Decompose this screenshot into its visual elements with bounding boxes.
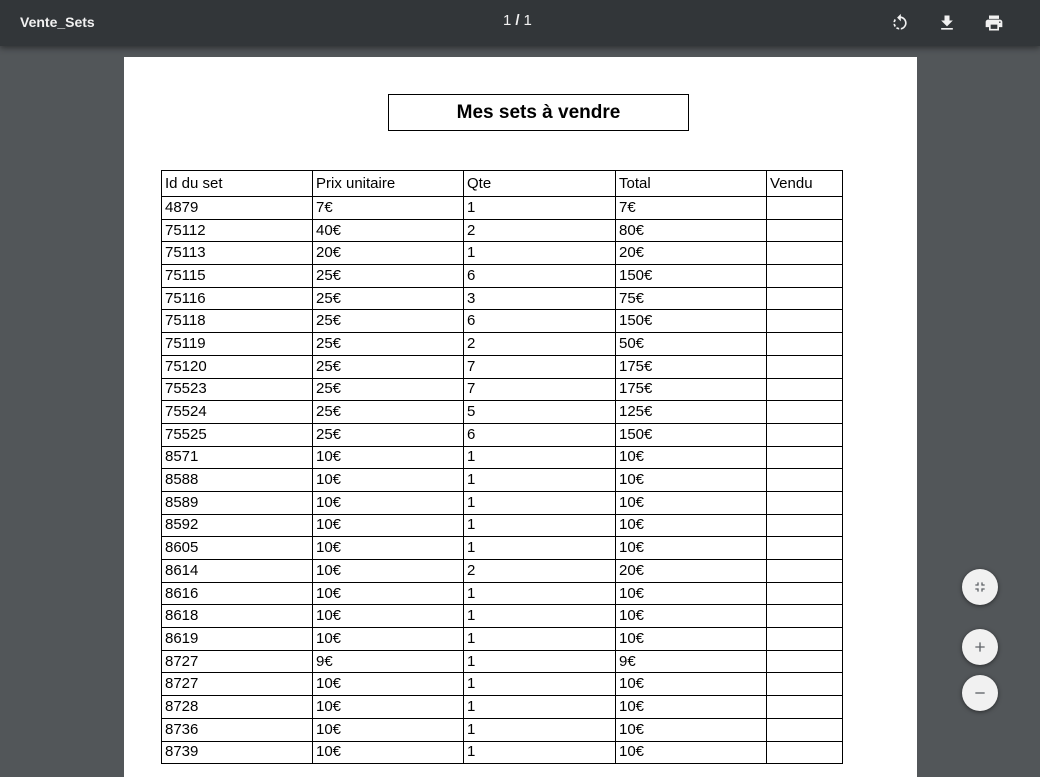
- table-row: [162, 423, 843, 446]
- print-icon: [984, 13, 1004, 33]
- unit-price-cell: 40€: [313, 219, 464, 242]
- total-cell: 10€: [616, 605, 767, 628]
- rotate-button[interactable]: [886, 9, 914, 37]
- set-id-cell: 8727: [162, 650, 313, 673]
- quantity-cell: 1: [464, 469, 616, 492]
- column-header: Qte: [464, 171, 616, 197]
- set-id-cell: 75119: [162, 333, 313, 356]
- unit-price-cell: 25€: [313, 378, 464, 401]
- unit-price-cell: 25€: [313, 355, 464, 378]
- total-cell: 175€: [616, 378, 767, 401]
- total-cell: 50€: [616, 333, 767, 356]
- set-id-cell: 8728: [162, 696, 313, 719]
- pdf-toolbar: [0, 0, 1040, 46]
- quantity-cell: 6: [464, 310, 616, 333]
- set-id-cell: 75120: [162, 355, 313, 378]
- quantity-cell: 2: [464, 333, 616, 356]
- sold-cell: [767, 242, 843, 265]
- sold-cell: [767, 650, 843, 673]
- set-id-cell: 8589: [162, 491, 313, 514]
- quantity-cell: 6: [464, 265, 616, 288]
- sold-cell: [767, 673, 843, 696]
- unit-price-cell: 10€: [313, 469, 464, 492]
- quantity-cell: 7: [464, 355, 616, 378]
- quantity-cell: 1: [464, 741, 616, 764]
- zoom-out-button[interactable]: [962, 675, 998, 711]
- unit-price-cell: 10€: [313, 718, 464, 741]
- table-row: [162, 333, 843, 356]
- set-id-cell: 8605: [162, 537, 313, 560]
- quantity-cell: 1: [464, 582, 616, 605]
- unit-price-cell: 10€: [313, 605, 464, 628]
- set-id-cell: 75523: [162, 378, 313, 401]
- quantity-cell: 1: [464, 514, 616, 537]
- unit-price-cell: 25€: [313, 265, 464, 288]
- sold-cell: [767, 469, 843, 492]
- column-header: Prix unitaire: [313, 171, 464, 197]
- unit-price-cell: 10€: [313, 514, 464, 537]
- table-row: [162, 219, 843, 242]
- download-icon: [937, 13, 957, 33]
- unit-price-cell: 20€: [313, 242, 464, 265]
- sold-cell: [767, 718, 843, 741]
- quantity-cell: 1: [464, 537, 616, 560]
- total-cell: 10€: [616, 469, 767, 492]
- table-row: [162, 696, 843, 719]
- total-cell: 7€: [616, 197, 767, 220]
- fit-to-page-icon: [972, 579, 988, 595]
- table-row: [162, 355, 843, 378]
- total-cell: 10€: [616, 514, 767, 537]
- quantity-cell: 2: [464, 560, 616, 583]
- current-page-number[interactable]: 1: [503, 12, 512, 29]
- page-indicator: [503, 12, 532, 29]
- set-id-cell: 75524: [162, 401, 313, 424]
- unit-price-cell: 10€: [313, 741, 464, 764]
- total-cell: 150€: [616, 310, 767, 333]
- print-button[interactable]: [980, 9, 1008, 37]
- table-row: [162, 560, 843, 583]
- quantity-cell: 1: [464, 446, 616, 469]
- quantity-cell: 1: [464, 628, 616, 651]
- set-id-cell: 8616: [162, 582, 313, 605]
- sets-table-body: [162, 197, 843, 764]
- quantity-cell: 1: [464, 605, 616, 628]
- table-row: [162, 197, 843, 220]
- sold-cell: [767, 197, 843, 220]
- sold-cell: [767, 446, 843, 469]
- set-id-cell: 8736: [162, 718, 313, 741]
- total-cell: 9€: [616, 650, 767, 673]
- unit-price-cell: 10€: [313, 446, 464, 469]
- unit-price-cell: 25€: [313, 310, 464, 333]
- column-header: Total: [616, 171, 767, 197]
- quantity-cell: 1: [464, 696, 616, 719]
- table-row: [162, 673, 843, 696]
- total-pages: 1: [523, 12, 532, 29]
- sold-cell: [767, 537, 843, 560]
- set-id-cell: 75112: [162, 219, 313, 242]
- unit-price-cell: 10€: [313, 628, 464, 651]
- total-cell: 150€: [616, 265, 767, 288]
- sold-cell: [767, 605, 843, 628]
- sold-cell: [767, 491, 843, 514]
- table-row: [162, 582, 843, 605]
- download-button[interactable]: [933, 9, 961, 37]
- unit-price-cell: 10€: [313, 491, 464, 514]
- set-id-cell: 75113: [162, 242, 313, 265]
- unit-price-cell: 10€: [313, 696, 464, 719]
- unit-price-cell: 25€: [313, 287, 464, 310]
- total-cell: 125€: [616, 401, 767, 424]
- total-cell: 75€: [616, 287, 767, 310]
- table-row: [162, 287, 843, 310]
- total-cell: 10€: [616, 537, 767, 560]
- total-cell: 20€: [616, 560, 767, 583]
- total-cell: 10€: [616, 628, 767, 651]
- total-cell: 10€: [616, 673, 767, 696]
- zoom-in-button[interactable]: [962, 629, 998, 665]
- quantity-cell: 6: [464, 423, 616, 446]
- document-title: Vente_Sets: [20, 14, 95, 30]
- quantity-cell: 1: [464, 718, 616, 741]
- table-row: [162, 446, 843, 469]
- sold-cell: [767, 514, 843, 537]
- document-heading: Mes sets à vendre: [388, 94, 689, 131]
- sold-cell: [767, 265, 843, 288]
- table-row: [162, 537, 843, 560]
- table-header-row: [162, 171, 843, 197]
- zoom-out-icon: [972, 685, 988, 701]
- set-id-cell: 8571: [162, 446, 313, 469]
- set-id-cell: 75115: [162, 265, 313, 288]
- set-id-cell: 4879: [162, 197, 313, 220]
- table-row: [162, 650, 843, 673]
- table-row: [162, 242, 843, 265]
- sold-cell: [767, 741, 843, 764]
- sold-cell: [767, 696, 843, 719]
- total-cell: 80€: [616, 219, 767, 242]
- total-cell: 10€: [616, 446, 767, 469]
- pdf-page: [124, 57, 917, 777]
- sold-cell: [767, 287, 843, 310]
- unit-price-cell: 10€: [313, 560, 464, 583]
- table-row: [162, 605, 843, 628]
- total-cell: 175€: [616, 355, 767, 378]
- set-id-cell: 8588: [162, 469, 313, 492]
- unit-price-cell: 9€: [313, 650, 464, 673]
- sold-cell: [767, 423, 843, 446]
- set-id-cell: 8727: [162, 673, 313, 696]
- set-id-cell: 8614: [162, 560, 313, 583]
- total-cell: 150€: [616, 423, 767, 446]
- set-id-cell: 8619: [162, 628, 313, 651]
- set-id-cell: 75118: [162, 310, 313, 333]
- set-id-cell: 8618: [162, 605, 313, 628]
- sold-cell: [767, 378, 843, 401]
- table-row: [162, 491, 843, 514]
- quantity-cell: 1: [464, 197, 616, 220]
- total-cell: 10€: [616, 491, 767, 514]
- zoom-in-icon: [972, 639, 988, 655]
- unit-price-cell: 10€: [313, 537, 464, 560]
- sold-cell: [767, 628, 843, 651]
- set-id-cell: 8592: [162, 514, 313, 537]
- table-row: [162, 514, 843, 537]
- total-cell: 10€: [616, 718, 767, 741]
- quantity-cell: 5: [464, 401, 616, 424]
- table-row: [162, 265, 843, 288]
- unit-price-cell: 10€: [313, 673, 464, 696]
- table-row: [162, 401, 843, 424]
- unit-price-cell: 10€: [313, 582, 464, 605]
- total-cell: 20€: [616, 242, 767, 265]
- set-id-cell: 8739: [162, 741, 313, 764]
- total-cell: 10€: [616, 696, 767, 719]
- table-row: [162, 310, 843, 333]
- sold-cell: [767, 401, 843, 424]
- quantity-cell: 1: [464, 673, 616, 696]
- table-row: [162, 628, 843, 651]
- sold-cell: [767, 219, 843, 242]
- set-id-cell: 75525: [162, 423, 313, 446]
- column-header: Vendu: [767, 171, 843, 197]
- quantity-cell: 3: [464, 287, 616, 310]
- quantity-cell: 2: [464, 219, 616, 242]
- fit-to-page-button[interactable]: [962, 569, 998, 605]
- sets-table: [161, 170, 843, 764]
- table-row: [162, 741, 843, 764]
- table-row: [162, 469, 843, 492]
- total-cell: 10€: [616, 741, 767, 764]
- table-row: [162, 378, 843, 401]
- unit-price-cell: 25€: [313, 423, 464, 446]
- rotate-icon: [890, 13, 910, 33]
- sold-cell: [767, 355, 843, 378]
- quantity-cell: 7: [464, 378, 616, 401]
- total-cell: 10€: [616, 582, 767, 605]
- column-header: Id du set: [162, 171, 313, 197]
- unit-price-cell: 25€: [313, 333, 464, 356]
- page-separator: /: [515, 12, 520, 29]
- table-row: [162, 718, 843, 741]
- quantity-cell: 1: [464, 242, 616, 265]
- sold-cell: [767, 333, 843, 356]
- sold-cell: [767, 310, 843, 333]
- quantity-cell: 1: [464, 650, 616, 673]
- sold-cell: [767, 560, 843, 583]
- quantity-cell: 1: [464, 491, 616, 514]
- sold-cell: [767, 582, 843, 605]
- unit-price-cell: 7€: [313, 197, 464, 220]
- unit-price-cell: 25€: [313, 401, 464, 424]
- set-id-cell: 75116: [162, 287, 313, 310]
